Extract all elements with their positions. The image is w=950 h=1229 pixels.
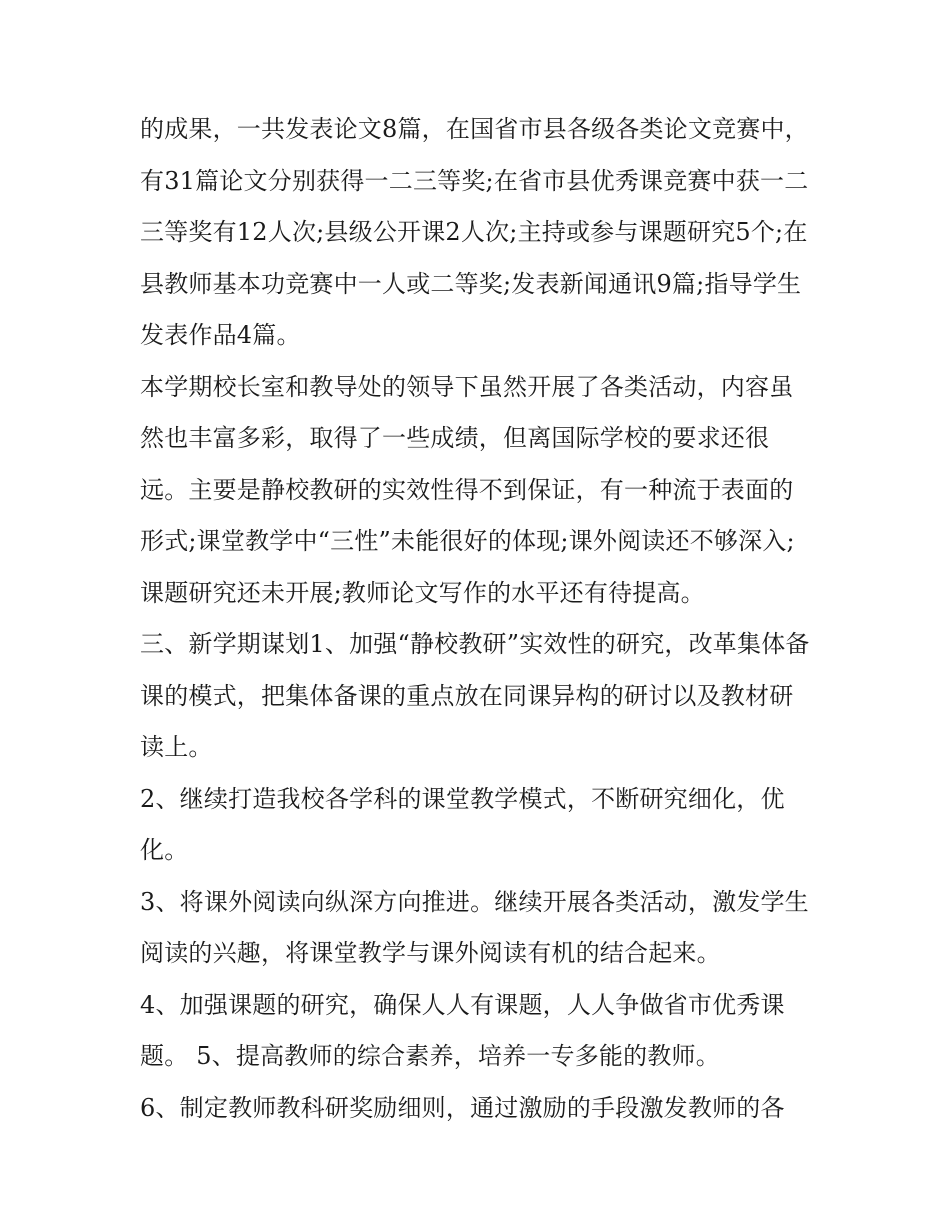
paragraph-plan-item-6: 6、制定教师教科研奖励细则，通过激励的手段激发教师的各 — [140, 1093, 785, 1122]
document-body — [140, 104, 815, 1134]
paragraph-plan-item-1: 三、新学期谋划1、加强“静校教研”实效性的研究，改革集体备课的模式，把集体备课的重点放在同课异构的研讨以及教材研读上。 — [140, 630, 810, 761]
paragraph-achievements: 的成果，一共发表论文8篇，在国省市县各级各类论文竞赛中，有31篇论文分别获得一二三等奖;在省市县优秀课竞赛中获一二三等奖有12人次;县级公开课2人次;主持或参与课题研究5个;在县教师基本功竞赛中一人或二等奖;发表新闻通讯9篇;指导学生发表作品4篇。 — [140, 115, 809, 349]
paragraph-plan-item-4-5: 4、加强课题的研究，确保人人有课题，人人争做省市优秀课题。 5、提高教师的综合素养，培养一专多能的教师。 — [140, 990, 785, 1070]
paragraph-problems: 本学期校长室和教导处的领导下虽然开展了各类活动，内容虽然也丰富多彩，取得了一些成绩，但离国际学校的要求还很远。主要是静校教研的实效性得不到保证，有一种流于表面的形式;课堂教学中“三性”未能很好的体现;课外阅读还不够深入;课题研究还未开展;教师论文写作的水平还有待提高。 — [140, 372, 795, 607]
paragraph-plan-item-2: 2、继续打造我校各学科的课堂教学模式，不断研究细化，优化。 — [140, 784, 785, 864]
paragraph-plan-item-3: 3、将课外阅读向纵深方向推进。继续开展各类活动，激发学生阅读的兴趣，将课堂教学与课外阅读有机的结合起来。 — [140, 887, 809, 967]
